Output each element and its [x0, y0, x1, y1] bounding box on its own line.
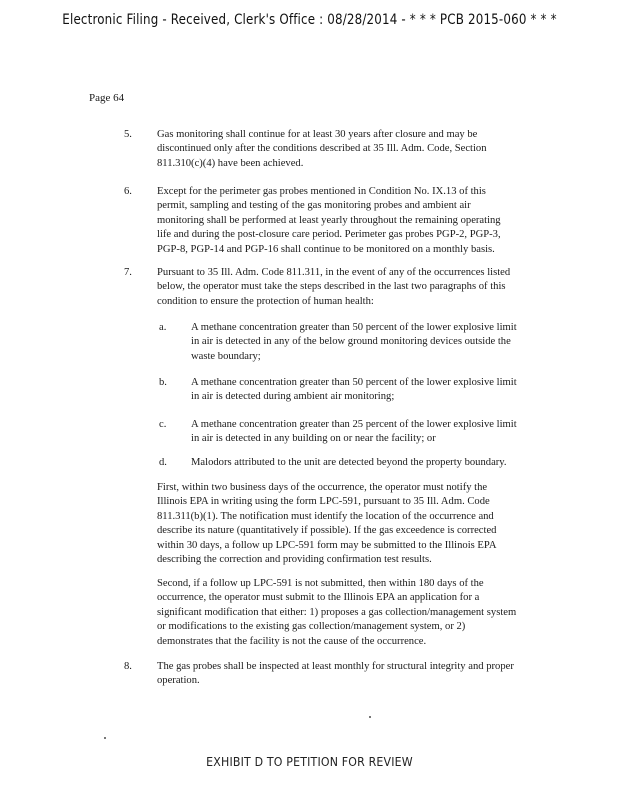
- item-text: Pursuant to 35 Ill. Adm. Code 811.311, in the event of any of the occurrences listed below, the operator must take the steps described in the last two paragraphs of this condition to ensure the protection of human health:: [157, 267, 511, 307]
- item-number: 5.: [124, 129, 132, 140]
- subitem-text: A methane concentration greater than 25 percent of the lower explosive limit in air is detected in any building on or near the facility; or: [191, 419, 517, 445]
- exhibit-footer: EXHIBIT D TO PETITION FOR REVIEW: [206, 754, 413, 769]
- subitem-letter: b.: [159, 377, 167, 388]
- item-number: 8.: [124, 661, 132, 672]
- subitem-letter: d.: [159, 457, 167, 468]
- scan-speck: [104, 737, 106, 739]
- item-number: 6.: [124, 186, 132, 197]
- item-text: The gas probes shall be inspected at least monthly for structural integrity and proper operation.: [157, 661, 514, 687]
- subitem-letter: c.: [159, 419, 167, 430]
- item-number: 7.: [124, 267, 132, 278]
- filing-stamp-header: Electronic Filing - Received, Clerk's Office : 08/28/2014 - * * * PCB 2015-060 * * *: [62, 12, 557, 28]
- application-paragraph: Second, if a follow up LPC-591 is not submitted, then within 180 days of the occurrence, the operator must submit to the Illinois EPA an application for a significant modification that either: 1) proposes a gas collection/management system or modifications to the existing gas collection/management system, or 2) demonstrates that the facility is not the cause of the occurrence.: [157, 578, 517, 647]
- subitem-text: Malodors attributed to the unit are detected beyond the property boundary.: [191, 457, 507, 468]
- item-text: Gas monitoring shall continue for at least 30 years after closure and may be discontinued only after the conditions described at 35 Ill. Adm. Code, Section 811.310(c)(4) have been achieved.: [157, 129, 487, 169]
- item-text: Except for the perimeter gas probes mentioned in Condition No. IX.13 of this permit, sampling and testing of the gas monitoring probes and ambient air monitoring shall be performed at least yearly throughout the remaining operating life and during the post-closure care period. Perimeter gas probes PGP-2, PGP-3, PGP-8, PGP-14 and PGP-16 shall continue to be monitored on a monthly basis.: [157, 186, 501, 255]
- scan-speck: [369, 716, 371, 718]
- subitem-text: A methane concentration greater than 50 percent of the lower explosive limit in air is detected in any of the below ground monitoring devices outside the waste boundary;: [191, 322, 517, 362]
- subitem-text: A methane concentration greater than 50 percent of the lower explosive limit in air is detected during ambient air monitoring;: [191, 377, 517, 403]
- page-number: Page 64: [89, 92, 125, 104]
- notification-paragraph: First, within two business days of the occurrence, the operator must notify the Illinois EPA in writing using the form LPC-591, pursuant to 35 Ill. Adm. Code 811.311(b)(1). The notification must identify the location of the occurrence and describe its nature (quantitatively if possible). If the gas exceedence is corrected within 30 days, a follow up LPC-591 form may be submitted to the Illinois EPA describing the correction and providing confirmation test results.: [157, 482, 497, 566]
- subitem-letter: a.: [159, 322, 167, 333]
